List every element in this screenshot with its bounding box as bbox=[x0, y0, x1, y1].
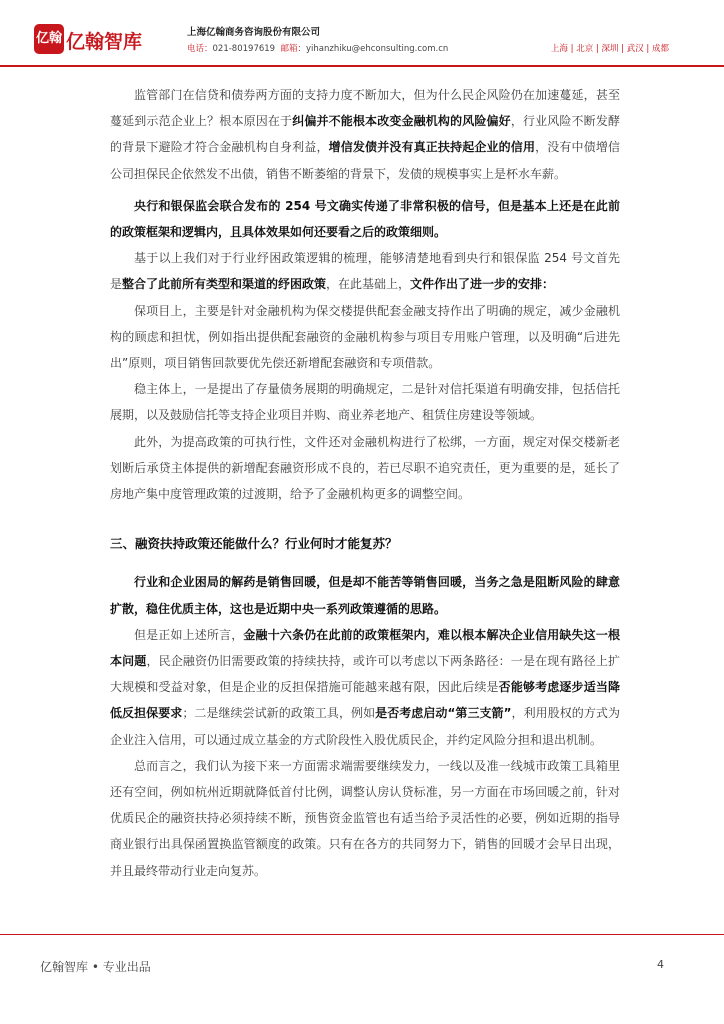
emphasis-text: 否能够考虑逐步适当降低反担保要求 bbox=[110, 680, 620, 721]
page-number: 4 bbox=[657, 958, 664, 971]
body-text: 总而言之，我们认为接下来一方面需求端需要继续发力，一线以及准一线城市政策工具箱里还有空间，例如杭州近期就降低首付比例，调整认房认贷标准，另一方面在市场回暖之前，针对优质民企的融资扶持必须持续不断，预售资金监管也有适当给予灵活性的必要，例如近期的指导商业银行出具保函置换监管额度的政策。只有在各方的共同努力下，销售的回暖才会早日出现，并且最终带动行业走向复苏。 bbox=[110, 758, 620, 878]
paragraph-1 bbox=[110, 82, 620, 187]
body-text: 监管部门在信贷和债券两方面的支持力度不断加大，但为什么民企风险仍在加速蔓延，甚至蔓延到示范企业上？根本原因在于 bbox=[110, 88, 620, 129]
header-divider bbox=[0, 65, 724, 67]
footer-divider bbox=[0, 934, 724, 935]
mail-label: 邮箱： bbox=[280, 44, 306, 54]
emphasis-text: 金融十六条仍在此前的政策框架内，难以根本解决企业信用缺失这一根本问题 bbox=[110, 627, 620, 669]
paragraph-7 bbox=[110, 569, 620, 621]
body-text: ，在此基础上， bbox=[326, 277, 411, 292]
body-text: 此外，为提高政策的可执行性，文件还对金融机构进行了松绑，一方面，规定对保交楼新老划断后承贷主体提供的新增配套融资形成不良的，若已尽职不追究责任，更为重要的是，延长了房地产集中度管理政策的过渡期，给予了金融机构更多的调整空间。 bbox=[110, 434, 620, 502]
paragraph-9 bbox=[110, 753, 620, 884]
company-name: 上海亿翰商务咨询股份有限公司 bbox=[187, 27, 321, 38]
body-text: 稳主体上，一是提出了存量债务展期的明确规定，二是针对信托渠道有明确安排，包括信托展期，以及鼓励信托等支持企业项目并购、商业养老地产、租赁住房建设等领域。 bbox=[110, 382, 620, 423]
emphasis-text: 文件作出了进一步的安排： bbox=[410, 277, 555, 292]
paragraph-3 bbox=[110, 245, 620, 297]
section-heading: 三、融资扶持政策还能做什么？行业何时才能复苏？ bbox=[110, 536, 398, 552]
tel-label: 电话： bbox=[187, 44, 213, 54]
logo-icon: 亿翰 bbox=[34, 24, 64, 54]
contact-line bbox=[187, 42, 448, 54]
footer-brand: 亿翰智库 • 专业出品 bbox=[40, 960, 151, 974]
article-body bbox=[110, 82, 620, 884]
paragraph-2 bbox=[110, 193, 620, 245]
city-list: 上海 | 北京 | 深圳 | 武汉 | 成都 bbox=[550, 44, 669, 54]
body-text: ，民企融资仍旧需要政策的持续扶持，或许可以考虑以下两条路径：一是在现有路径上扩大规模和受益对象，但是企业的反担保措施可能越来越有限，因此后续是 bbox=[110, 654, 620, 695]
body-text: 基于以上我们对于行业纾困政策逻辑的梳理，能够清楚地看到央行和银保监 254 号文首先是 bbox=[110, 251, 620, 292]
tel-value: 021-80197619 bbox=[212, 44, 276, 54]
paragraph-5 bbox=[110, 376, 620, 428]
page-header bbox=[0, 0, 724, 68]
emphasis-text: 行业和企业困局的解药是销售回暖，但是却不能苦等销售回暖，当务之急是阻断风险的肆意扩散，稳住优质主体，这也是近期中央一系列政策遵循的思路。 bbox=[110, 575, 620, 616]
emphasis-text: 是否考虑启动“第三支箭” bbox=[375, 706, 512, 721]
body-text: 但是正如上述所言， bbox=[134, 627, 244, 642]
mail-value: yihanzhiku@ehconsulting.com.cn bbox=[306, 44, 449, 54]
emphasis-text: 整合了此前所有类型和渠道的纾困政策 bbox=[122, 277, 327, 292]
emphasis-text: 央行和银保监会联合发布的 254 号文确实传递了非常积极的信号，但是基本上还是在此前的政策框架和逻辑内，且具体效果如何还要看之后的政策细则。 bbox=[110, 198, 620, 240]
body-text: ，没有中债增信公司担保民企依然发不出债，销售不断萎缩的背景下，发债的规模事实上是杯水车薪。 bbox=[110, 140, 620, 181]
paragraph-6 bbox=[110, 429, 620, 508]
paragraph-4 bbox=[110, 298, 620, 377]
body-text: ，行业风险不断发酵的背景下避险才符合金融机构自身利益， bbox=[110, 114, 620, 155]
paragraph-8 bbox=[110, 622, 620, 753]
emphasis-text: 纠偏并不能根本改变金融机构的风险偏好 bbox=[292, 114, 511, 129]
body-text: 保项目上，主要是针对金融机构为保交楼提供配套金融支持作出了明确的规定，减少金融机构的顾虑和担忧，例如指出提供配套融资的金融机构参与项目专用账户管理，以及明确“后进先出”原则，项目销售回款要优先偿还新增配套融资和专项借款。 bbox=[110, 303, 620, 371]
emphasis-text: 增信发债并没有真正扶持起企业的信用 bbox=[328, 140, 536, 155]
body-text: ；二是继续尝试新的政策工具，例如 bbox=[182, 706, 376, 721]
logo-text: 亿翰智库 bbox=[66, 31, 143, 53]
body-text: ，利用股权的方式为企业注入信用，可以通过成立基金的方式阶段性入股优质民企，并约定风险分担和退出机制。 bbox=[110, 706, 620, 747]
